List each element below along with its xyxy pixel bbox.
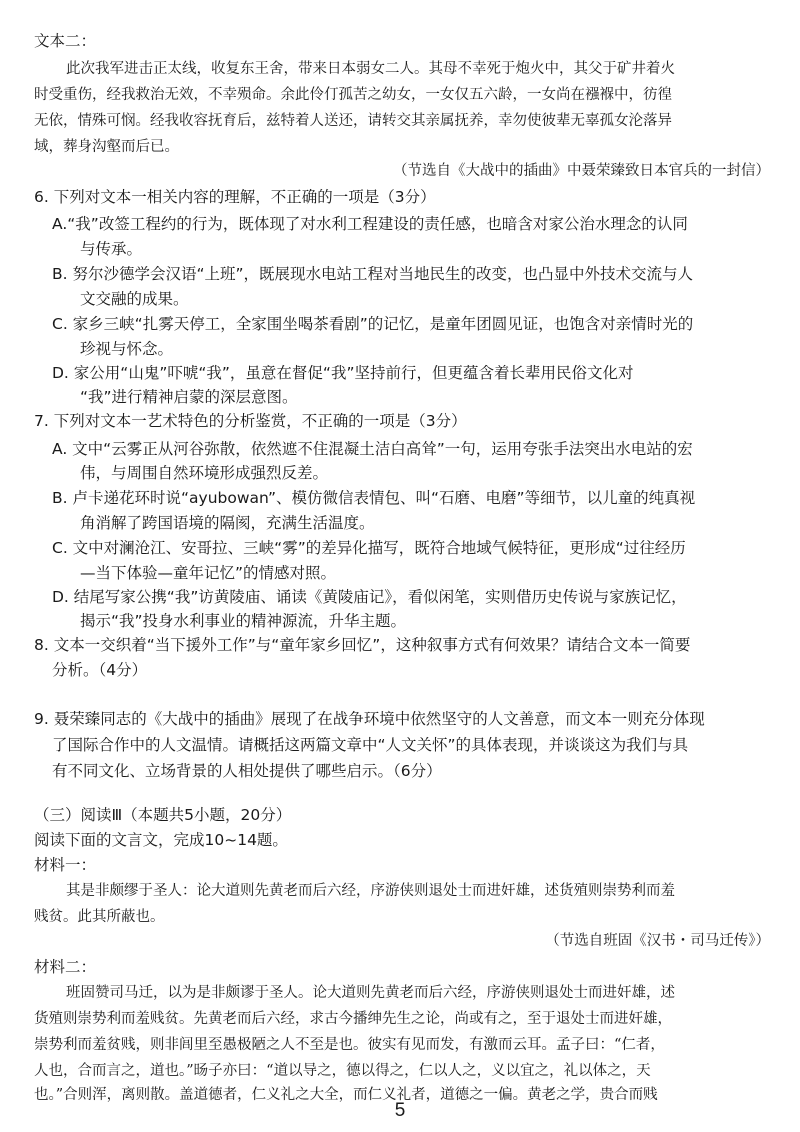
- material1-line-1: 其是非颇缪于圣人：论大道则先黄老而后六经，序游侠则退处士而进奸雄，述货殖则崇势利而羞: [66, 883, 675, 899]
- q6-stem: 6. 下列对文本一相关内容的理解，不正确的一项是（3分）: [34, 188, 436, 206]
- q7-option-c-2: —当下体验—童年记忆”的情感对照。: [80, 564, 337, 582]
- q7-stem: 7. 下列对文本一艺术特色的分析鉴赏，不正确的一项是（3分）: [34, 412, 467, 430]
- material2-line-2: 货殖则崇势利而羞贱贫。先黄老而后六经，求古今播绅先生之论，尚或有之，至于退处士而进奸雄，: [34, 1011, 672, 1027]
- page-number: 5: [394, 1100, 406, 1121]
- section3-heading: （三）阅读Ⅲ（本题共5小题，20分）: [34, 806, 292, 824]
- material2-label: 材料二：: [34, 958, 97, 976]
- q7-option-d-1: D. 结尾写家公携“我”访黄陵庙、诵读《黄陵庙记》，看似闲笔，实则借历史传说与家族记忆，: [52, 588, 687, 606]
- q9-line-1: 9. 聂荣臻同志的《大战中的插曲》展现了在战争环境中依然坚守的人文善意，而文本一则充分体现: [34, 710, 705, 728]
- material2-line-5: 也。”合则浑，离则散。盖道德者，仁义礼之大全，而仁义礼者，道德之一偏。黄老之学，贵合而贱: [34, 1087, 658, 1103]
- text2-line-3: 无依，情殊可悯。经我收容抚育后，兹特着人送还，请转交其亲属抚养，幸勿使彼辈无辜孤女沦落异: [34, 113, 672, 129]
- q6-option-c-2: 珍视与怀念。: [80, 340, 174, 358]
- q6-option-a-1: A.“我”改签工程约的行为，既体现了对水利工程建设的责任感，也暗含对家公治水理念的认同: [52, 215, 688, 233]
- q9-line-3: 有不同文化、立场背景的人相处提供了哪些启示。（6分）: [52, 762, 442, 780]
- section3-instruction: 阅读下面的文言文，完成10~14题。: [34, 831, 288, 849]
- q6-option-a-2: 与传承。: [80, 240, 143, 258]
- text2-line-2: 时受重伤，经我救治无效，不幸殒命。余此伶仃孤苦之幼女，一女仅五六龄，一女尚在襁褓中，彷徨: [34, 87, 672, 103]
- text2-line-1: 此次我军进击正太线，收复东王舍，带来日本弱女二人。其母不幸死于炮火中，其父于矿井着火: [66, 61, 675, 77]
- q6-option-b-1: B. 努尔沙德学会汉语“上班”，既展现水电站工程对当地民生的改变，也凸显中外技术交流与人: [52, 265, 694, 283]
- q7-option-a-1: A. 文中“云雾正从河谷弥散，依然遮不住混凝土洁白高耸”一句，运用夸张手法突出水电站的宏: [52, 440, 693, 458]
- q7-option-b-2: 角消解了跨国语境的隔阂，充满生活温度。: [80, 514, 375, 532]
- q8-line-2: 分析。（4分）: [52, 661, 148, 679]
- q7-option-b-1: B. 卢卡递花环时说“ayubowan”、模仿微信表情包、叫“石磨、电磨”等细节，以儿童的纯真视: [52, 489, 696, 507]
- q6-option-d-1: D. 家公用“山鬼”吓唬“我”，虽意在督促“我”坚持前行，但更蕴含着长辈用民俗文化对: [52, 364, 634, 382]
- q9-line-2: 了国际合作中的人文温情。请概括这两篇文章中“人文关怀”的具体表现，并谈谈这为我们与具: [52, 736, 689, 754]
- material2-line-1: 班固赞司马迁，以为是非颇谬于圣人。论大道则先黄老而后六经，序游侠则退处士而进奸雄，述: [66, 985, 675, 1001]
- material1-label: 材料一：: [34, 856, 97, 874]
- text2-label: 文本二：: [34, 32, 97, 50]
- material1-line-2: 贱贫。此其所蔽也。: [34, 909, 165, 925]
- q6-option-d-2: “我”进行精神启蒙的深层意图。: [80, 388, 298, 406]
- material2-line-3: 崇势利而羞贫贱，则非闾里至愚极陋之人不至是也。彼实有见而发，有激而云耳。孟子曰：“仁者，: [34, 1037, 665, 1053]
- q7-option-a-2: 伟，与周围自然环境形成强烈反差。: [80, 464, 329, 482]
- q6-option-b-2: 文交融的成果。: [80, 290, 189, 308]
- q8-line-1: 8. 文本一交织着“当下援外工作”与“童年家乡回忆”，这种叙事方式有何效果？请结合文本一简要: [34, 636, 691, 654]
- q6-option-c-1: C. 家乡三峡“扎雾天停工，全家围坐喝茶看剧”的记忆，是童年团圆见证，也饱含对亲情时光的: [52, 315, 694, 333]
- q7-option-d-2: 揭示“我”投身水利事业的精神源流，升华主题。: [80, 612, 407, 630]
- material1-source: （节选自班固《汉书・司马迁传》）: [545, 933, 770, 949]
- text2-source: （节选自《大战中的插曲》中聂荣臻致日本官兵的一封信）: [393, 163, 770, 179]
- q7-option-c-1: C. 文中对澜沧江、安哥拉、三峡“雾”的差异化描写，既符合地域气候特征，更形成“过往经历: [52, 539, 686, 557]
- text2-line-4: 域，葬身沟壑而后已。: [34, 139, 179, 155]
- material2-line-4: 人也，合而言之，道也。”旸子亦曰：“道以导之，德以得之，仁以人之，义以宜之，礼以体之，天: [34, 1063, 651, 1079]
